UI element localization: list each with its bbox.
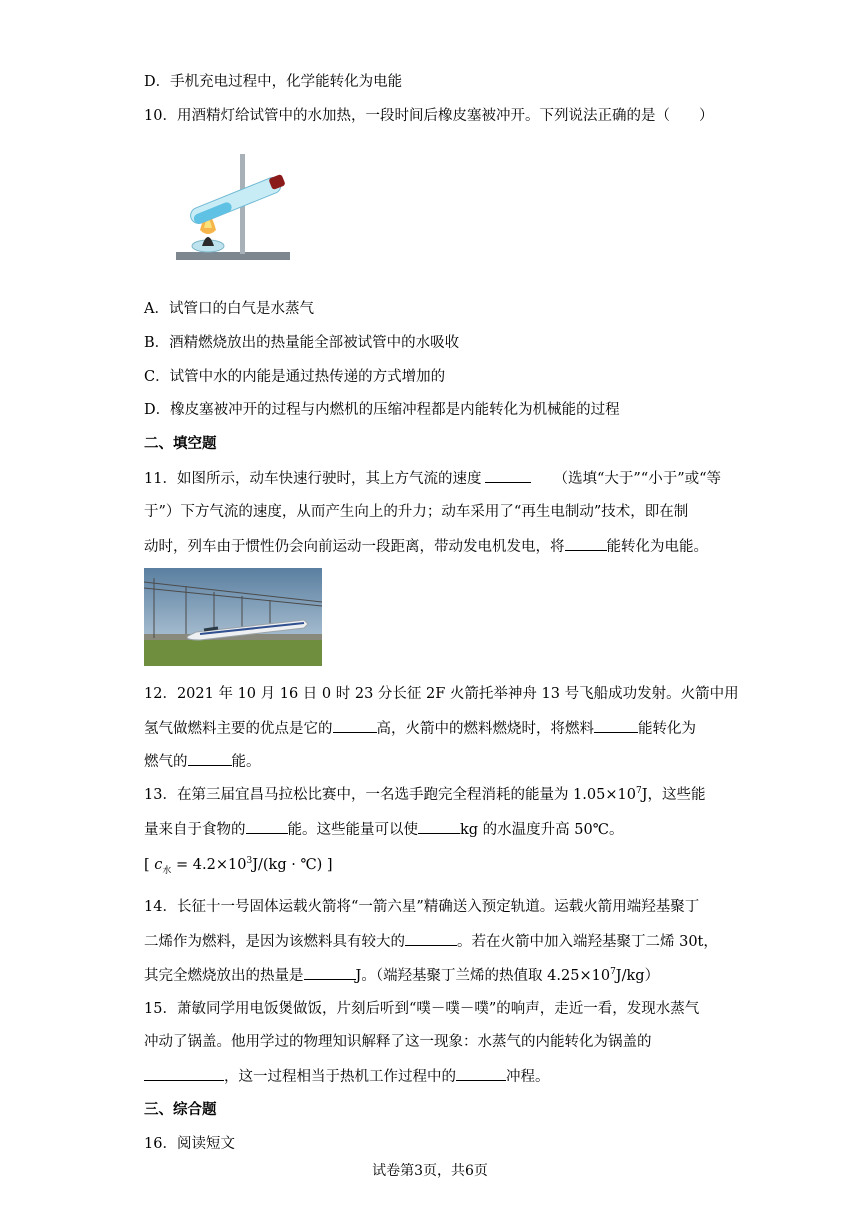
q11-text-3b: 能转化为电能。 <box>606 539 708 555</box>
high-speed-train-photo <box>144 568 322 666</box>
answer-blank[interactable] <box>246 819 288 834</box>
specific-heat-subscript: 水 <box>162 865 172 876</box>
q12-text-2a: 氢气做燃料主要的优点是它的 <box>144 721 333 737</box>
q14-text-2a: 二烯作为燃料，是因为该燃料具有较大的 <box>144 934 405 950</box>
q10-stem: 10．用酒精灯给试管中的水加热，一段时间后橡皮塞被冲开。下列说法正确的是（ ） <box>144 108 714 124</box>
q14-text-3b: J。（端羟基聚丁兰烯的热值取 4.25×10 <box>355 968 611 984</box>
q14-line-1: 14．长征十一号固体运载火箭将“一箭六星”精确送入预定轨道。运载火箭用端羟基聚丁 <box>144 899 700 915</box>
q14-text-3c: J/kg） <box>615 968 660 984</box>
formula-exponent: 3 <box>246 856 253 867</box>
formula-unit: J/(kg · ℃) ] <box>252 857 333 873</box>
answer-blank[interactable] <box>188 751 232 766</box>
answer-blank[interactable] <box>594 718 638 733</box>
answer-blank[interactable] <box>304 965 356 980</box>
q14-text-2b: 。若在火箭中加入端羟基聚丁二烯 30t， <box>457 934 718 950</box>
formula-value: = 4.2×10 <box>171 857 247 873</box>
q13-exponent: 7 <box>635 786 642 797</box>
q12-text-2b: 高，火箭中的燃料燃烧时，将燃料 <box>376 721 594 737</box>
q10-option-a: A．试管口的白气是水蒸气 <box>144 301 314 317</box>
page-footer: 试卷第3页，共6页 <box>372 1163 488 1179</box>
q14-text-3a: 其完全燃烧放出的热量是 <box>144 968 304 984</box>
q12-text-3a: 燃气的 <box>144 754 188 770</box>
q15-text-3b: 冲程。 <box>506 1069 550 1085</box>
alcohol-lamp-test-tube-figure <box>172 150 300 264</box>
q15-text-3a: ，这一过程相当于热机工作过程中的 <box>224 1069 456 1085</box>
answer-blank[interactable] <box>565 536 607 551</box>
q10-option-c: C．试管中水的内能是通过热传递的方式增加的 <box>144 369 446 385</box>
section-heading-fill-blank: 二、填空题 <box>144 436 217 452</box>
section-heading-comprehensive: 三、综合题 <box>144 1102 217 1118</box>
q13-text-2a: 量来自于食物的 <box>144 822 246 838</box>
q16-stem: 16．阅读短文 <box>144 1136 235 1152</box>
q11-text-1b: （选填“大于”“小于”或“等 <box>553 471 722 487</box>
q13-formula <box>144 855 333 875</box>
answer-blank[interactable] <box>456 1066 506 1081</box>
answer-blank[interactable] <box>144 1066 224 1081</box>
q14-line-2 <box>144 931 718 952</box>
q13-line-2 <box>144 819 623 840</box>
answer-blank[interactable] <box>418 819 460 834</box>
q11-text-3a: 动时，列车由于惯性仍会向前运动一段距离，带动发电机发电，将 <box>144 539 565 555</box>
q15-line-1: 15．萧敏同学用电饭煲做饭，片刻后听到“噗－噗－噗”的响声，走近一看，发现水蒸气 <box>144 1001 700 1017</box>
q10-option-b: B．酒精燃烧放出的热量能全部被试管中的水吸收 <box>144 335 460 351</box>
q11-text-1a: 11．如图所示，动车快速行驶时，其上方气流的速度 <box>144 471 482 487</box>
answer-blank[interactable] <box>333 718 377 733</box>
answer-blank[interactable] <box>485 468 531 483</box>
answer-blank[interactable] <box>405 931 457 946</box>
q9-option-d: D．手机充电过程中，化学能转化为电能 <box>144 74 403 90</box>
q13-text-1b: J，这些能 <box>641 787 706 803</box>
q11-line-2: 于”）下方气流的速度，从而产生向上的升力；动车采用了“再生电制动”技术，即在制 <box>144 504 689 520</box>
q13-line-1 <box>144 785 706 805</box>
q15-line-3 <box>144 1066 550 1087</box>
q11-line-3 <box>144 536 708 557</box>
q13-text-2c: kg 的水温度升高 50℃。 <box>460 822 624 838</box>
q14-line-3 <box>144 965 659 986</box>
q13-text-2b: 能。这些能量可以使 <box>287 822 418 838</box>
q12-line-3 <box>144 751 261 772</box>
specific-heat-symbol: c <box>154 857 163 873</box>
q14-exponent: 7 <box>610 967 616 978</box>
q12-line-1: 12．2021 年 10 月 16 日 0 时 23 分长征 2F 火箭托举神舟 13 号飞船成功发射。火箭中用 <box>144 686 739 702</box>
q15-line-2: 冲动了锅盖。他用学过的物理知识解释了这一现象：水蒸气的内能转化为锅盖的 <box>144 1034 652 1050</box>
bracket-open: [ <box>144 857 150 873</box>
q11-line-1 <box>144 468 721 489</box>
q12-line-2 <box>144 718 696 739</box>
q12-text-2c: 能转化为 <box>638 721 696 737</box>
q13-text-1a: 13．在第三届宜昌马拉松比赛中，一名选手跑完全程消耗的能量为 1.05×10 <box>144 787 636 803</box>
q12-text-3b: 能。 <box>231 754 261 770</box>
q10-option-d: D．橡皮塞被冲开的过程与内燃机的压缩冲程都是内能转化为机械能的过程 <box>144 402 620 418</box>
